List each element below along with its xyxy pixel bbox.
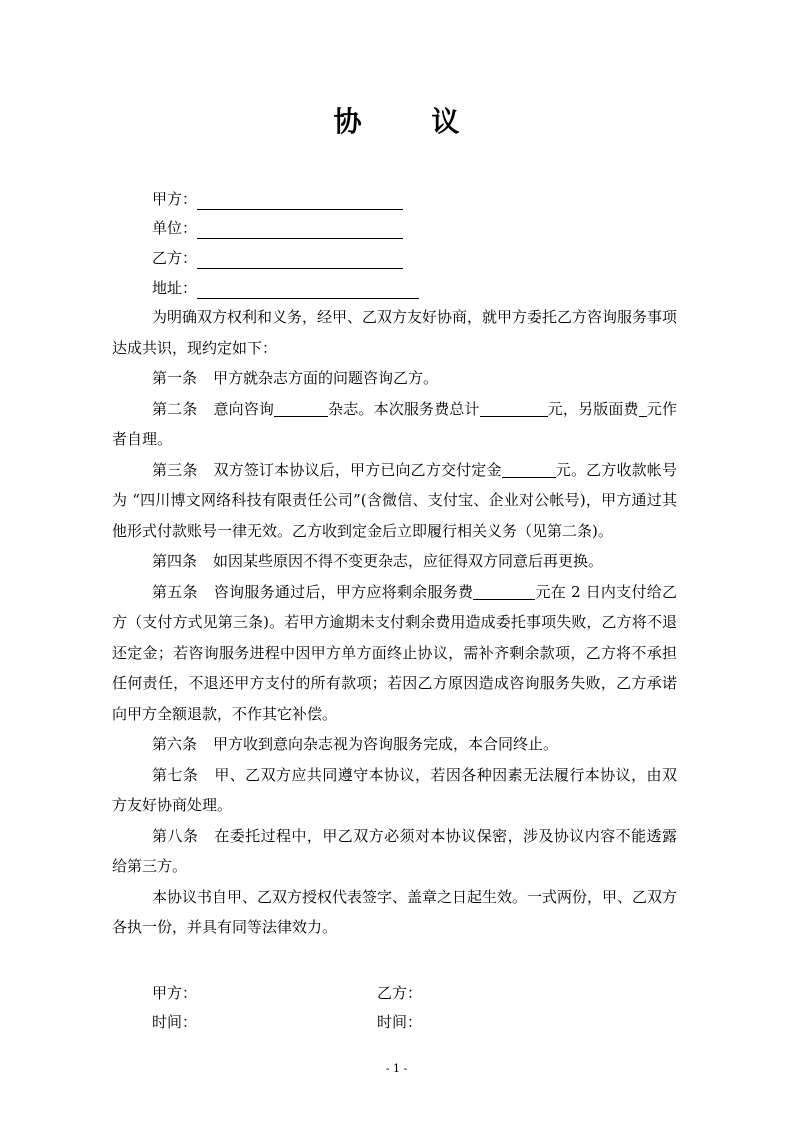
closing-paragraph: 本协议书自甲、乙双方授权代表签字、盖章之日起生效。一式两份，甲、乙双方各执一份，并具有同等法律效力。: [112, 887, 678, 936]
article-1: [112, 363, 677, 394]
deposit-blank[interactable]: [502, 459, 556, 478]
article-3-title: 第三条: [152, 460, 198, 479]
article-4-title: 第四条: [152, 552, 198, 570]
signature-time-a-label: 时间：: [152, 1013, 198, 1031]
unit-blank[interactable]: [197, 220, 403, 239]
remaining-fee-blank[interactable]: [473, 581, 535, 600]
article-6-text: 甲方收到意向杂志视为咨询服务完成，本合同终止。: [213, 735, 559, 753]
address-blank[interactable]: [197, 280, 419, 299]
article-8-title: 第八条: [152, 826, 199, 845]
signature-party-a-label: 甲方：: [152, 984, 198, 1002]
article-6: [112, 729, 677, 760]
document-title: 协 议: [333, 105, 490, 138]
article-2-text-2: 杂志。本次服务费总计: [328, 399, 480, 418]
article-1-text: 甲方就杂志方面的问题咨询乙方。: [213, 369, 439, 387]
article-2-text-1: 意向咨询: [213, 399, 275, 418]
article-7-text: 甲、乙双方应共同遵守本协议，若因各种因素无法履行本协议，由双方友好协商处理。: [112, 765, 677, 814]
layout-fee-blank[interactable]: [639, 398, 647, 417]
address-field: [152, 277, 419, 299]
article-4: [112, 546, 677, 577]
party-a-blank[interactable]: [197, 191, 403, 210]
article-2-text-3: 元，另版面费: [547, 399, 639, 418]
article-6-title: 第六条: [152, 735, 198, 753]
article-3-text-1: 双方签订本协议后，甲方已向乙方交付定金: [213, 460, 502, 479]
article-7: [112, 760, 677, 821]
article-2-title: 第二条: [152, 399, 198, 418]
article-5-text-1: 咨询服务通过后，甲方应将剩余服务费: [213, 582, 474, 601]
service-fee-blank[interactable]: [480, 398, 548, 417]
address-label: 地址：: [152, 279, 198, 297]
article-3-text-2: 元。乙方收款帐号为 “四川博文网络科技有限责任公司”(含微信、支付宝、企业对公帐号)，甲方通过其他形式付款账号一律无效。乙方收到定金后立即履行相关义务（见第二条)。: [112, 460, 677, 540]
unit-field: [152, 217, 403, 239]
article-8-text: 在委托过程中，甲乙双方必须对本协议保密，涉及协议内容不能透露给第三方。: [112, 826, 677, 875]
article-5: [112, 577, 677, 730]
intro-paragraph: 为明确双方权利和义务，经甲、乙双方友好协商，就甲方委托乙方咨询服务事项达成共识，现约定如下：: [112, 308, 678, 357]
party-b-label: 乙方：: [152, 249, 198, 267]
party-a-label: 甲方：: [152, 190, 198, 208]
article-1-title: 第一条: [152, 369, 198, 387]
article-3: [112, 455, 677, 547]
unit-label: 单位：: [152, 219, 198, 237]
article-5-text-2: 元在 2 日内支付给乙方（支付方式见第三条)。若甲方逾期未支付剩余费用造成委托事项失败，乙方将不退还定金；若咨询服务进程中因甲方单方面终止协议，需补齐剩余款项，乙方将不承担任何责任，不退还甲方支付的所有款项；若因乙方原因造成咨询服务失败，乙方承诺向甲方全额退款，不作其它补偿。: [112, 582, 677, 723]
article-5-title: 第五条: [152, 582, 198, 601]
signature-party-b-label: 乙方：: [377, 984, 423, 1002]
article-2-text-4: 元作者自理。: [112, 399, 677, 448]
signature-time-b-label: 时间：: [377, 1013, 423, 1031]
article-2: [112, 394, 677, 455]
party-b-field: [152, 247, 403, 269]
journal-blank[interactable]: [274, 398, 328, 417]
party-b-blank[interactable]: [197, 250, 403, 269]
article-4-text: 如因某些原因不得不变更杂志，应征得双方同意后再更换。: [213, 552, 604, 570]
article-8: [112, 821, 677, 882]
page-number: - 1 -: [385, 1062, 408, 1075]
agreement-body: [112, 302, 677, 943]
article-7-title: 第七条: [152, 765, 199, 784]
party-a-field: [152, 188, 403, 210]
